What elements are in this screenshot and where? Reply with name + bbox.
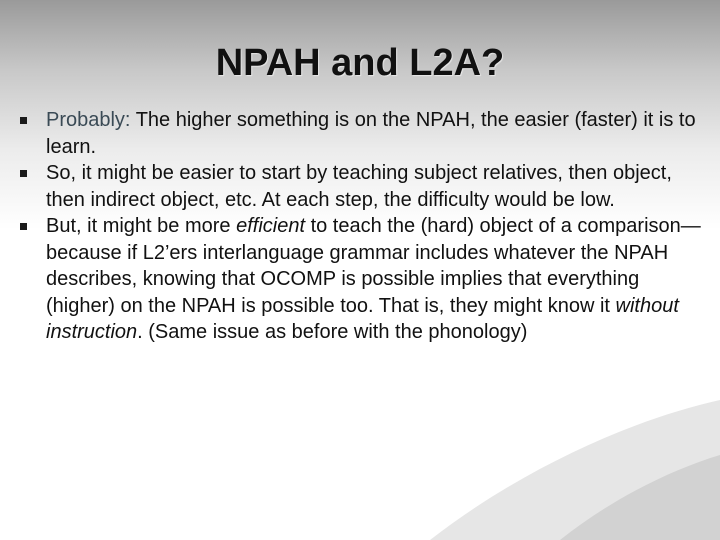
bullet-text: So, it might be easier to start by teaching subject relatives, then object, then indirect object, etc. At each step, the difficulty would be low. (46, 162, 672, 211)
emphasis-text: efficient (236, 215, 306, 237)
bullet-list (14, 107, 704, 346)
bullet-item (14, 213, 704, 346)
bullet-text: But, it might be more (46, 215, 237, 237)
emphasis-text: without instruction (46, 294, 679, 343)
bullet-text: to teach the (hard) object of a comparison—because if L2’ers interlanguage grammar includes whatever the NPAH describes, knowing that OCOMP is possible implies that everything (higher) on the NPAH is possible too. That is, they might know it (46, 215, 701, 317)
square-bullet-icon (20, 117, 27, 124)
square-bullet-icon (20, 170, 27, 177)
bullet-lead-text: Probably: (46, 109, 131, 131)
bullet-item (14, 107, 704, 160)
bullet-text: The higher something is on the NPAH, the easier (faster) it is to learn. (46, 109, 696, 158)
square-bullet-icon (20, 223, 27, 230)
slide-title: NPAH and L2A? (215, 42, 505, 84)
bullet-item (14, 160, 704, 213)
bullet-text: . (Same issue as before with the phonology) (137, 321, 528, 343)
